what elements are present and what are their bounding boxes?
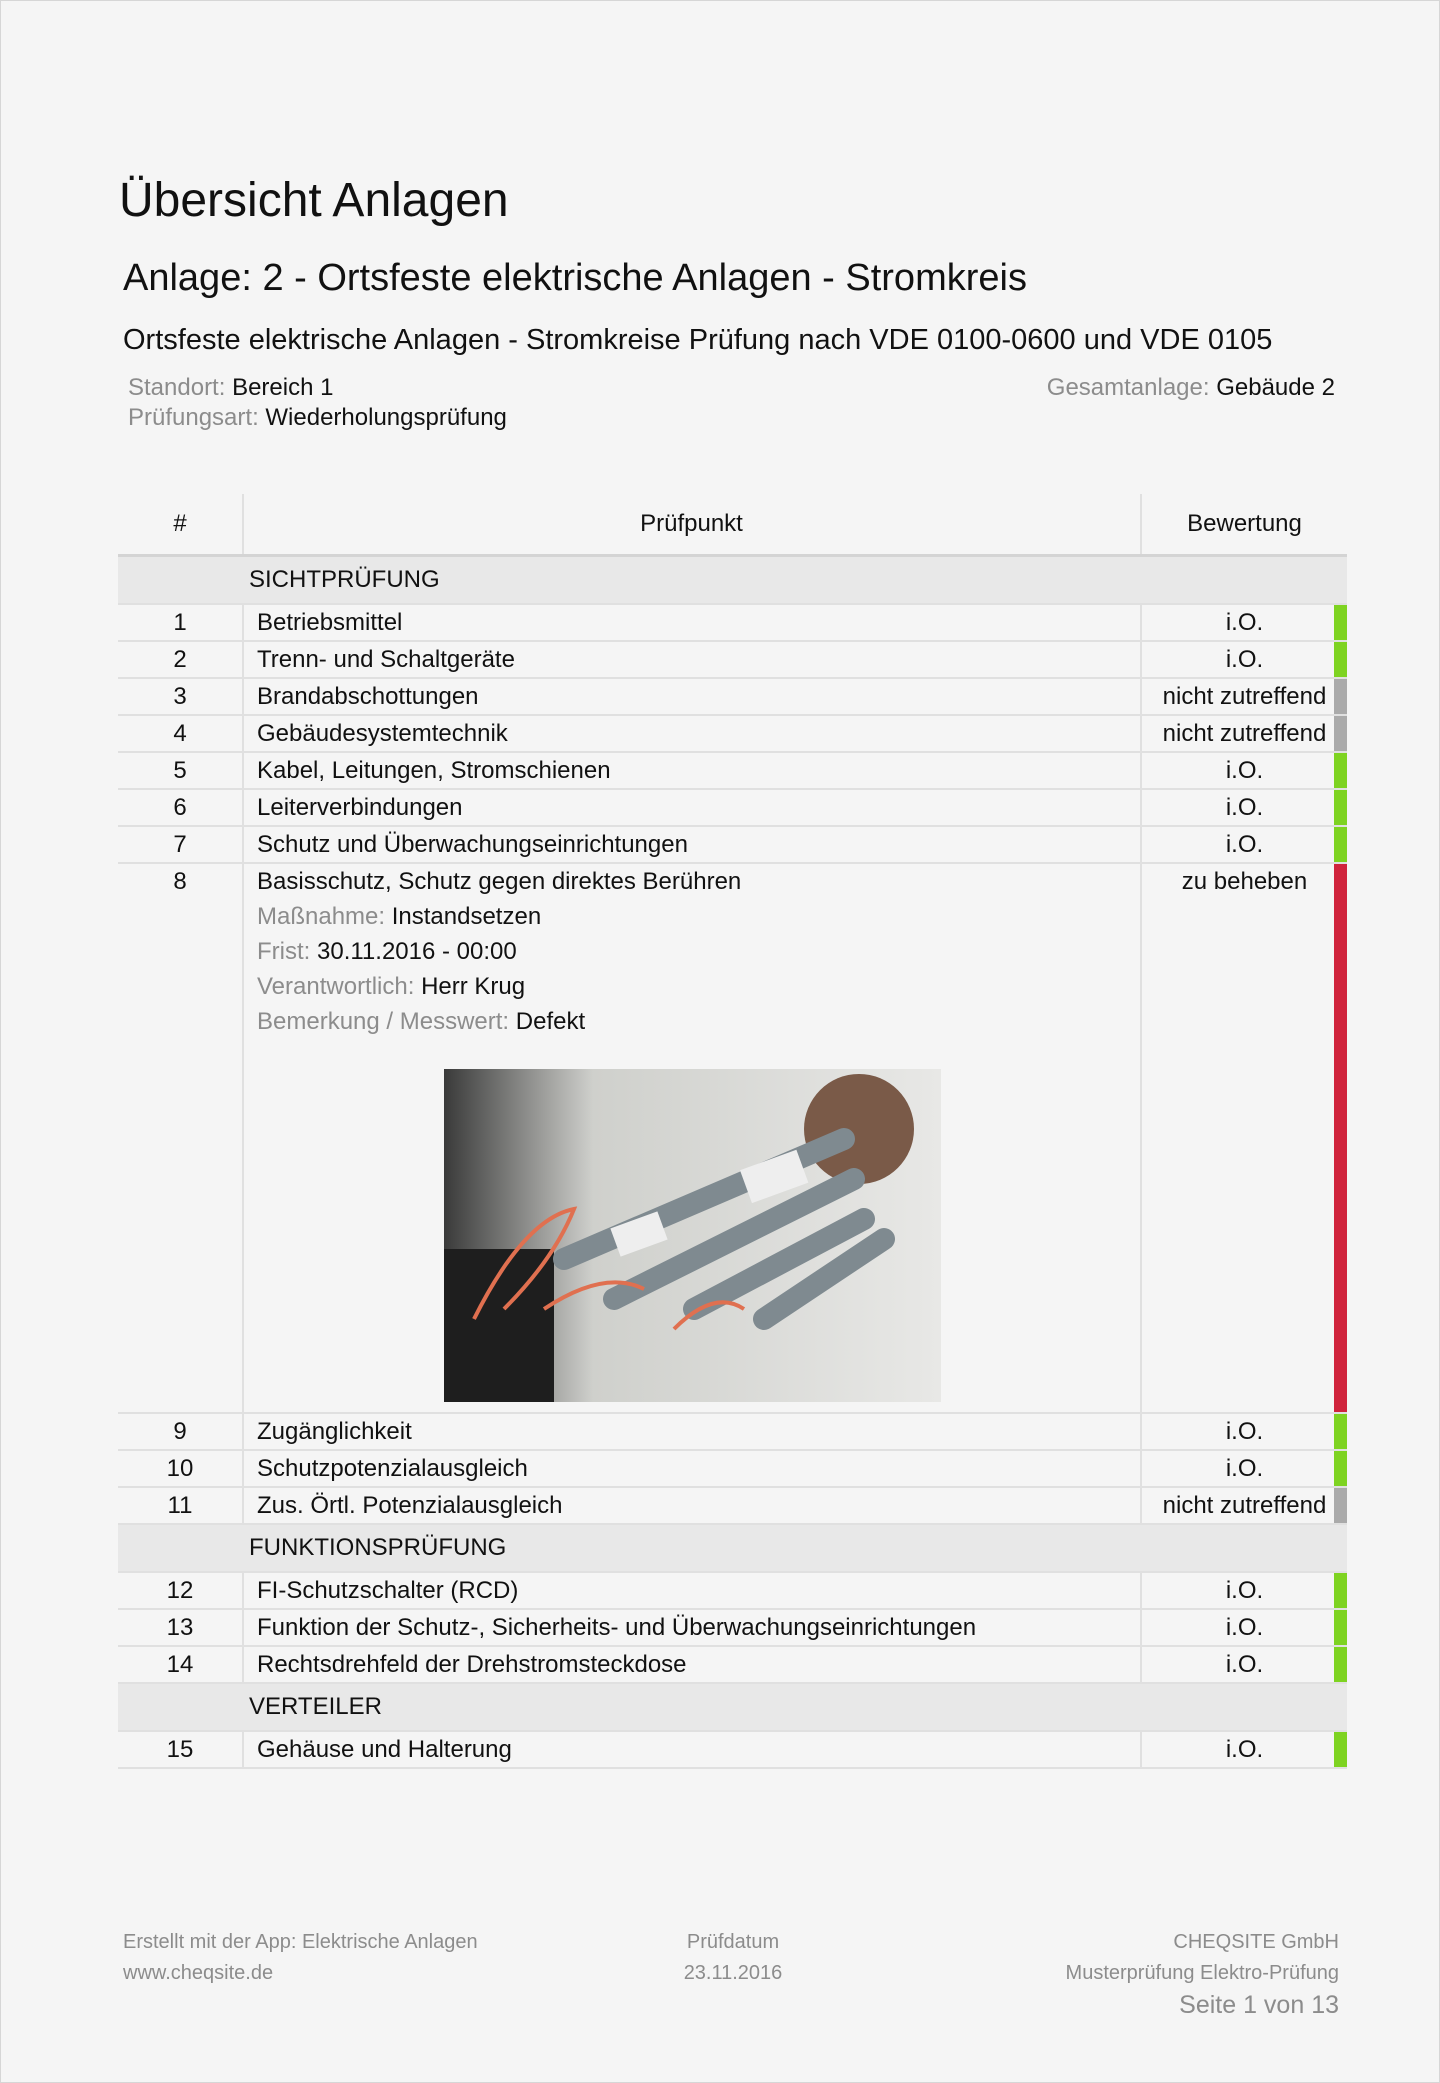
rating-text: i.O. — [1225, 646, 1264, 673]
row-number: 2 — [118, 641, 243, 678]
status-indicator — [1334, 716, 1347, 751]
standort: Standort: Bereich 1 — [128, 374, 334, 401]
row-bewertung — [1141, 789, 1347, 826]
footer-date-label: Prüfdatum — [686, 1931, 780, 1953]
row-bewertung — [1141, 715, 1347, 752]
row-label: Schutz und Überwachungseinrichtungen — [257, 831, 688, 858]
row-bewertung — [1141, 604, 1347, 641]
row-pruefpunkt — [243, 1731, 1141, 1768]
section-title: VERTEILER — [243, 1683, 1347, 1731]
table-row — [118, 1609, 1347, 1646]
footer-project: Musterprüfung Elektro-Prüfung — [1065, 1962, 1339, 1984]
row-detail: Verantwortlich: Herr Krug — [257, 973, 526, 1000]
row-bewertung — [1141, 1450, 1347, 1487]
rating-text: i.O. — [1225, 1455, 1264, 1482]
rating-text: i.O. — [1225, 1614, 1264, 1641]
table-row — [118, 641, 1347, 678]
status-indicator — [1334, 790, 1347, 825]
row-bewertung — [1141, 678, 1347, 715]
row-pruefpunkt — [243, 641, 1141, 678]
footer-date: 23.11.2016 — [683, 1962, 783, 1984]
row-label: Gebäudesystemtechnik — [257, 720, 508, 747]
header-number: # — [118, 494, 243, 556]
row-pruefpunkt — [243, 1646, 1141, 1683]
rating-text: i.O. — [1225, 1418, 1264, 1445]
header-bewertung: Bewertung — [1141, 494, 1347, 556]
footer-page: Seite 1 von 13 — [1179, 1991, 1339, 2019]
footer-company: CHEQSITE GmbH — [1173, 1931, 1339, 1953]
row-pruefpunkt — [243, 789, 1141, 826]
section-spacer — [118, 556, 243, 605]
row-number: 4 — [118, 715, 243, 752]
row-pruefpunkt — [243, 678, 1141, 715]
inspection-table — [118, 494, 1347, 1769]
table-row — [118, 1731, 1347, 1768]
rating-text: zu beheben — [1181, 868, 1308, 895]
row-number: 14 — [118, 1646, 243, 1683]
table-row — [118, 863, 1347, 1413]
anlage-heading: Anlage: 2 - Ortsfeste elektrische Anlagen - Stromkreis — [123, 257, 1027, 299]
status-indicator — [1334, 679, 1347, 714]
row-bewertung — [1141, 1731, 1347, 1768]
row-detail: Frist: 30.11.2016 - 00:00 — [257, 938, 517, 965]
table-row — [118, 1450, 1347, 1487]
row-number: 11 — [118, 1487, 243, 1524]
row-label: Kabel, Leitungen, Stromschienen — [257, 757, 611, 784]
row-number: 10 — [118, 1450, 243, 1487]
row-bewertung — [1141, 863, 1347, 1413]
footer-app: Erstellt mit der App: Elektrische Anlagen — [123, 1931, 478, 1953]
row-number: 6 — [118, 789, 243, 826]
status-indicator — [1334, 642, 1347, 677]
row-label: Brandabschottungen — [257, 683, 479, 710]
status-indicator — [1334, 1732, 1347, 1767]
gesamtanlage: Gesamtanlage: Gebäude 2 — [1046, 374, 1335, 401]
table-row — [118, 1572, 1347, 1609]
rating-text: nicht zutreffend — [1162, 1492, 1327, 1519]
status-indicator — [1334, 1610, 1347, 1645]
section-row — [118, 1683, 1347, 1731]
section-title: SICHTPRÜFUNG — [243, 556, 1347, 605]
row-bewertung — [1141, 752, 1347, 789]
table-row — [118, 752, 1347, 789]
section-row — [118, 556, 1347, 605]
rating-text: i.O. — [1225, 609, 1264, 636]
row-bewertung — [1141, 826, 1347, 863]
page-title: Übersicht Anlagen — [119, 174, 509, 227]
subtitle: Ortsfeste elektrische Anlagen - Stromkreise Prüfung nach VDE 0100-0600 und VDE 0105 — [123, 324, 1273, 356]
row-pruefpunkt — [243, 1572, 1141, 1609]
status-indicator — [1334, 827, 1347, 862]
table-row — [118, 1413, 1347, 1450]
row-number: 8 — [118, 863, 243, 1413]
rating-text: i.O. — [1225, 831, 1264, 858]
status-indicator — [1334, 1414, 1347, 1449]
table-row — [118, 826, 1347, 863]
table-row — [118, 715, 1347, 752]
rating-text: i.O. — [1225, 1736, 1264, 1763]
row-pruefpunkt — [243, 1487, 1141, 1524]
rating-text: i.O. — [1225, 794, 1264, 821]
section-spacer — [118, 1524, 243, 1572]
row-number: 15 — [118, 1731, 243, 1768]
rating-text: i.O. — [1225, 1577, 1264, 1604]
row-pruefpunkt — [243, 604, 1141, 641]
row-number: 1 — [118, 604, 243, 641]
row-pruefpunkt — [243, 1450, 1141, 1487]
section-row — [118, 1524, 1347, 1572]
table-row — [118, 1487, 1347, 1524]
row-number: 12 — [118, 1572, 243, 1609]
pruefungsart: Prüfungsart: Wiederholungsprüfung — [128, 404, 507, 431]
row-label: Gehäuse und Halterung — [257, 1736, 512, 1763]
row-bewertung — [1141, 1413, 1347, 1450]
status-indicator — [1334, 753, 1347, 788]
row-detail: Maßnahme: Instandsetzen — [257, 903, 542, 930]
row-number: 3 — [118, 678, 243, 715]
row-pruefpunkt — [243, 1609, 1141, 1646]
status-indicator — [1334, 605, 1347, 640]
row-pruefpunkt — [243, 863, 1141, 1413]
row-label: Zus. Örtl. Potenzialausgleich — [257, 1492, 563, 1519]
row-label: Leiterverbindungen — [257, 794, 463, 821]
row-bewertung — [1141, 641, 1347, 678]
row-pruefpunkt — [243, 826, 1141, 863]
section-title: FUNKTIONSPRÜFUNG — [243, 1524, 1347, 1572]
row-label: Funktion der Schutz-, Sicherheits- und Überwachungseinrichtungen — [257, 1614, 977, 1641]
row-bewertung — [1141, 1487, 1347, 1524]
status-indicator — [1334, 864, 1347, 1412]
table-row — [118, 789, 1347, 826]
table-row — [118, 1646, 1347, 1683]
header-pruefpunkt: Prüfpunkt — [243, 494, 1141, 556]
status-indicator — [1334, 1488, 1347, 1523]
row-number: 7 — [118, 826, 243, 863]
row-bewertung — [1141, 1646, 1347, 1683]
row-pruefpunkt — [243, 752, 1141, 789]
row-label: Betriebsmittel — [257, 609, 403, 636]
section-spacer — [118, 1683, 243, 1731]
row-label: Rechtsdrehfeld der Drehstromsteckdose — [257, 1651, 687, 1678]
row-pruefpunkt — [243, 1413, 1141, 1450]
rating-text: nicht zutreffend — [1162, 720, 1327, 747]
defect-photo[interactable] — [444, 1069, 941, 1402]
row-number: 13 — [118, 1609, 243, 1646]
status-indicator — [1334, 1573, 1347, 1608]
table-header — [118, 494, 1347, 556]
row-label: Zugänglichkeit — [257, 1418, 412, 1445]
table-row — [118, 678, 1347, 715]
row-bewertung — [1141, 1609, 1347, 1646]
row-label: Basisschutz, Schutz gegen direktes Berühren — [257, 868, 742, 895]
row-label: FI-Schutzschalter (RCD) — [257, 1577, 519, 1604]
status-indicator — [1334, 1647, 1347, 1682]
rating-text: nicht zutreffend — [1162, 683, 1327, 710]
row-pruefpunkt — [243, 715, 1141, 752]
row-number: 9 — [118, 1413, 243, 1450]
row-bewertung — [1141, 1572, 1347, 1609]
row-detail: Bemerkung / Messwert: Defekt — [257, 1008, 586, 1035]
status-indicator — [1334, 1451, 1347, 1486]
rating-text: i.O. — [1225, 757, 1264, 784]
row-label: Trenn- und Schaltgeräte — [257, 646, 515, 673]
row-number: 5 — [118, 752, 243, 789]
table-row — [118, 604, 1347, 641]
footer-url[interactable]: www.cheqsite.de — [123, 1962, 274, 1984]
rating-text: i.O. — [1225, 1651, 1264, 1678]
row-label: Schutzpotenzialausgleich — [257, 1455, 528, 1482]
